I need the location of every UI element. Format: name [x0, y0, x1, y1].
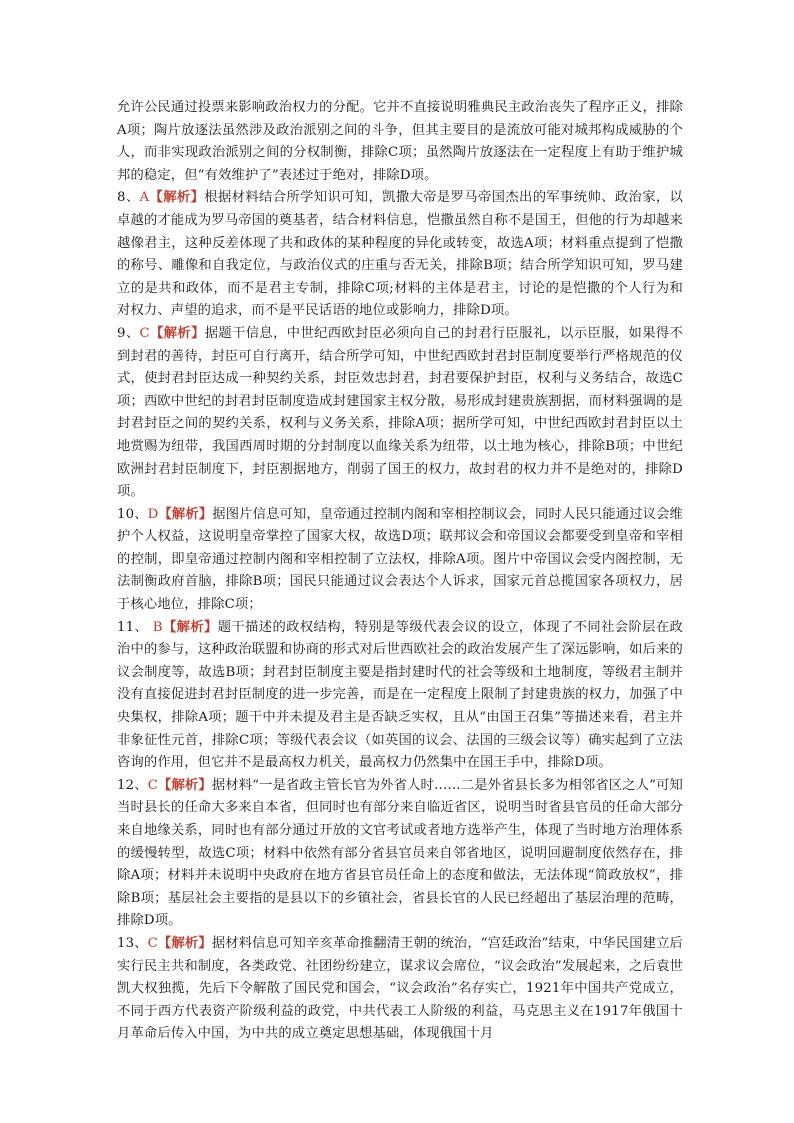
- answer-letter: B: [152, 619, 163, 635]
- answer-item-10: [117, 504, 683, 617]
- item-number: 11、: [117, 619, 153, 635]
- analysis-text: 题干描述的政权结构，特别是等级代表会议的设立，体现了不同社会阶层在政治中的参与，这种政治联盟和协商的形式对后世西欧社会的政治发展产生了深远影响，如后来的议会制度等，故选B项；封君封臣制度主要是指封建时代的社会等级和土地制度，等级君主制并没有直接促进封君封臣制度的进一步完善，而是在一定程度上限制了封建贵族的权力，加强了中央集权，排除A项；题干中并未提及君主是否缺乏实权，且从“由国王召集”等描述来看，君主并非象征性元首，排除C项；等级代表会议（如英国的议会、法国的三级会议等）确实起到了立法咨询的作用，但它并不是最高权力机关，最高权力仍然集中在国王手中，排除D项。: [117, 619, 683, 771]
- answer-item-11: [117, 617, 683, 775]
- answer-letter: A: [139, 190, 150, 206]
- analysis-text: 据材料“一是省政主管长官为外省人时……二是外省县长多为相邻省区之人”可知当时县长的任命大多来自本省，但同时也有部分来自临近省区，说明当时省县官员的任命大部分来自地缘关系，同时也有部分通过开放的文官考试或者地方选举产生，体现了当时地方治理体系的缓慢转型，故选C项；材料中依然有部分省县官员来自邻省地区，说明回避制度依然存在，排除A项；材料并未说明中央政府在地方省县官员任命上的态度和做法，无法体现“简政放权”，排除B项；基层社会主要指的是县以下的乡镇社会，省县长官的人民已经超出了基层治理的范畴，排除D项。: [117, 777, 684, 929]
- answer-item-13: [117, 933, 683, 1046]
- answer-letter: C: [139, 325, 150, 341]
- item-number: 8、: [117, 190, 140, 206]
- item-number: 13、: [117, 935, 148, 951]
- document-page: [117, 97, 683, 1046]
- answer-item-12: [117, 775, 683, 933]
- answer-letter: D: [147, 506, 159, 522]
- answer-item-8: [117, 187, 683, 323]
- analysis-tag: 【解析】: [149, 325, 205, 341]
- intro-paragraph: 允许公民通过投票来影响政治权力的分配。它并不直接说明雅典民主政治丧失了程序正义，排除A项；陶片放逐法虽然涉及政治派别之间的斗争，但其主要目的是流放可能对城邦构成威胁的个人，而非实现政治派别之间的分权制衡，排除C项；虽然陶片放逐法在一定程度上有助于维护城邦的稳定，但“有效维护了”表述过于绝对，排除D项。: [117, 100, 683, 183]
- analysis-tag: 【解析】: [162, 619, 218, 635]
- analysis-tag: 【解析】: [158, 935, 212, 951]
- analysis-tag: 【解析】: [158, 777, 212, 793]
- item-number: 10、: [117, 506, 148, 522]
- answer-letter: C: [147, 777, 159, 793]
- analysis-tag: 【解析】: [158, 506, 213, 522]
- item-number: 9、: [117, 325, 140, 341]
- analysis-text: 据题干信息，中世纪西欧封臣必须向自己的封君行臣服礼，以示臣服，如果得不到封君的善待，封臣可自行离开，结合所学可知，中世纪西欧封君封臣制度要举行严格规范的仪式，使封君封臣达成一种契约关系，封臣效忠封君，封君要保护封臣，权利与义务结合，故选C项；西欧中世纪的封君封臣制度造成封建国家主权分散，易形成封建贵族割据，而材料强调的是封君封臣之间的契约关系，权利与义务关系，排除A项；据所学可知，中世纪西欧封君封臣以土地赏赐为纽带，我国西周时期的分封制度以血缘关系为纽带，以土地为核心，排除B项；中世纪欧洲封君封臣制度下，封臣割据地方，削弱了国王的权力，故封君的权力并不是绝对的，排除D项。: [117, 325, 683, 500]
- analysis-text: 据材料信息可知辛亥革命推翻清王朝的统治，“宫廷政治”结束，中华民国建立后实行民主共和制度，各类政党、社团纷纷建立，谋求议会席位，“议会政治”发展起来，之后袁世凯大权独揽，先后下令解散了国民党和国会，“议会政治”名存实亡，1921年中国共产党成立，不同于西方代表资产阶级利益的政党，中共代表工人阶级的利益，马克思主义在1917年俄国十月革命后传入中国，为中共的成立奠定思想基础，体现俄国十月: [117, 935, 683, 1042]
- analysis-text: 根据材料结合所学知识可知，凯撒大帝是罗马帝国杰出的军事统帅、政治家，以卓越的才能成为罗马帝国的奠基者，结合材料信息，恺撒虽然自称不是国王，但他的行为却越来越像君主，这种反差体现了共和政体的某种程度的异化或转变，故选A项；材料重点提到了恺撒的称号、雕像和自我定位，与政治仪式的庄重与否无关，排除B项；结合所学知识可知，罗马建立的是共和政体，而不是君主专制，排除C项;材料的主体是君主，讨论的是恺撒的个人行为和对权力、声望的追求，而不是平民话语的地位或影响力，排除D项。: [117, 190, 684, 319]
- item-number: 12、: [117, 777, 148, 793]
- analysis-tag: 【解析】: [149, 190, 205, 206]
- answer-item-9: [117, 323, 683, 504]
- answer-letter: C: [147, 935, 158, 951]
- analysis-text: 据图片信息可知，皇帝通过控制内阁和宰相控制议会，同时人民只能通过议会维护个人权益，这说明皇帝掌控了国家大权，故选D项；联邦议会和帝国议会都要受到皇帝和宰相的控制，即皇帝通过控制内阁和宰相控制了立法权，排除A项。图片中帝国议会受内阁控制，无法制衡政府首脑，排除B项；国民只能通过议会表达个人诉求，国家元首总揽国家各项权力，居于核心地位，排除C项；: [117, 506, 683, 613]
